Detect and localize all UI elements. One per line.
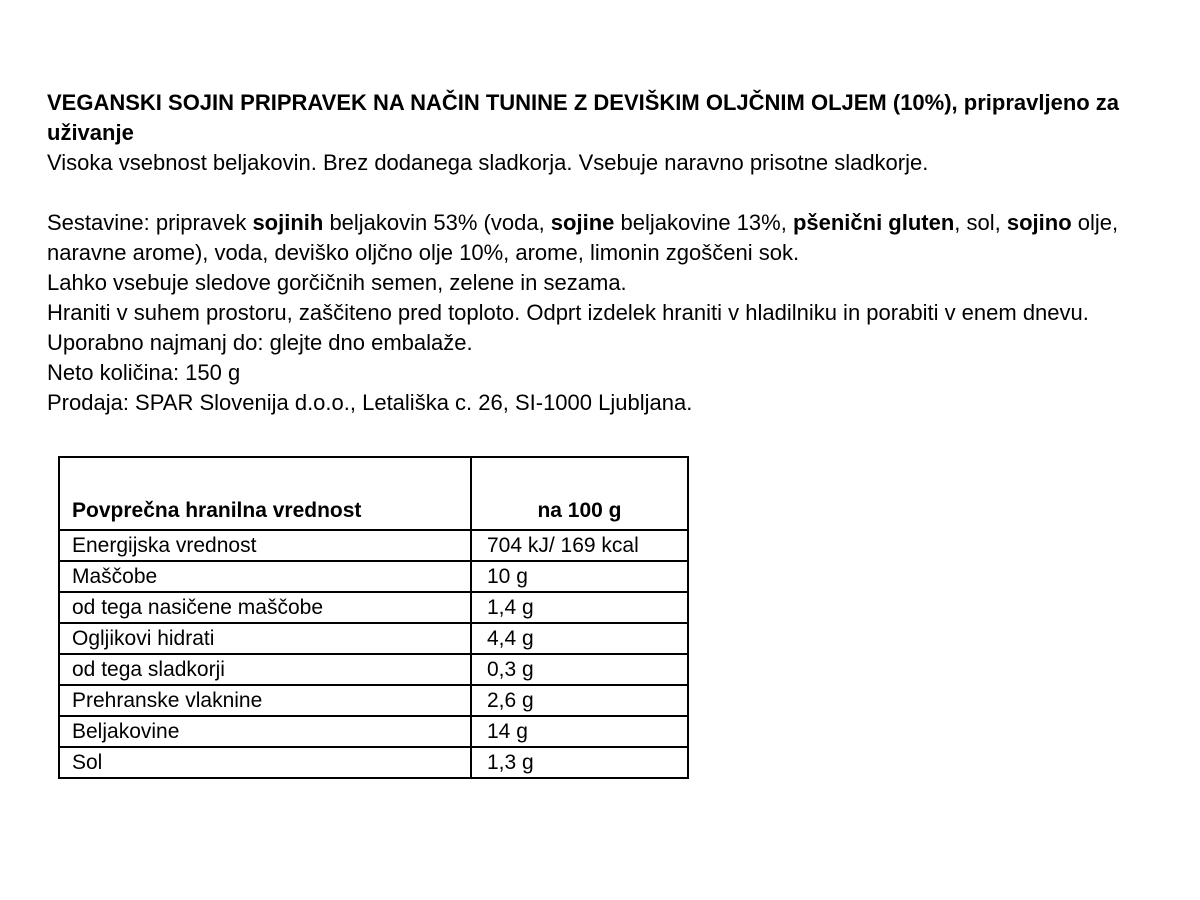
nutrient-value: 14 g [471, 716, 688, 747]
nutrient-value: 2,6 g [471, 685, 688, 716]
nutrient-value: 1,4 g [471, 592, 688, 623]
nutrition-header-per100g: na 100 g [471, 457, 688, 530]
nutrition-header-label: Povprečna hranilna vrednost [59, 457, 471, 530]
nutrient-label: Beljakovine [59, 716, 471, 747]
nutrition-table-body [59, 530, 688, 778]
nutrition-header-row [59, 457, 688, 530]
product-label [47, 88, 1152, 779]
nutrient-label: Ogljikovi hidrati [59, 623, 471, 654]
nutrient-label: Sol [59, 747, 471, 778]
nutrient-label: Prehranske vlaknine [59, 685, 471, 716]
seller-line: Prodaja: SPAR Slovenija d.o.o., Letališka c. 26, SI-1000 Ljubljana. [47, 390, 693, 415]
nutrient-label: Maščobe [59, 561, 471, 592]
nutrient-label: od tega sladkorji [59, 654, 471, 685]
blank-line [47, 178, 1152, 208]
nutrition-row [59, 685, 688, 716]
nutrition-row [59, 747, 688, 778]
nutrient-value: 704 kJ/ 169 kcal [471, 530, 688, 561]
nutrition-row [59, 592, 688, 623]
storage-instructions: Hraniti v suhem prostoru, zaščiteno pred toploto. Odprt izdelek hraniti v hladilniku in porabiti v enem dnevu. [47, 300, 1089, 325]
nutrition-row [59, 561, 688, 592]
nutrient-value: 10 g [471, 561, 688, 592]
best-before-line: Uporabno najmanj do: glejte dno embalaže. [47, 330, 473, 355]
nutrient-value: 0,3 g [471, 654, 688, 685]
net-quantity-line: Neto količina: 150 g [47, 360, 241, 385]
ingredients-paragraph: Sestavine: pripravek sojinih beljakovin 53% (voda, sojine beljakovine 13%, pšenični gluten, sol, sojino olje, naravne arome), voda, deviško oljčno olje 10%, arome, limonin zgoščeni sok. [47, 210, 1119, 265]
nutrition-row [59, 623, 688, 654]
nutrient-value: 4,4 g [471, 623, 688, 654]
nutrition-row [59, 716, 688, 747]
nutrition-claims: Visoka vsebnost beljakovin. Brez dodanega sladkorja. Vsebuje naravno prisotne sladkorje. [47, 150, 929, 175]
nutrient-label: Energijska vrednost [59, 530, 471, 561]
nutrition-row [59, 654, 688, 685]
product-title: VEGANSKI SOJIN PRIPRAVEK NA NAČIN TUNINE Z DEVIŠKIM OLJČNIM OLJEM (10%), pripravljeno za uživanje [47, 90, 1120, 145]
nutrient-value: 1,3 g [471, 747, 688, 778]
nutrient-label: od tega nasičene maščobe [59, 592, 471, 623]
nutrition-table [58, 456, 689, 779]
nutrition-row [59, 530, 688, 561]
traces-line: Lahko vsebuje sledove gorčičnih semen, zelene in sezama. [47, 270, 627, 295]
